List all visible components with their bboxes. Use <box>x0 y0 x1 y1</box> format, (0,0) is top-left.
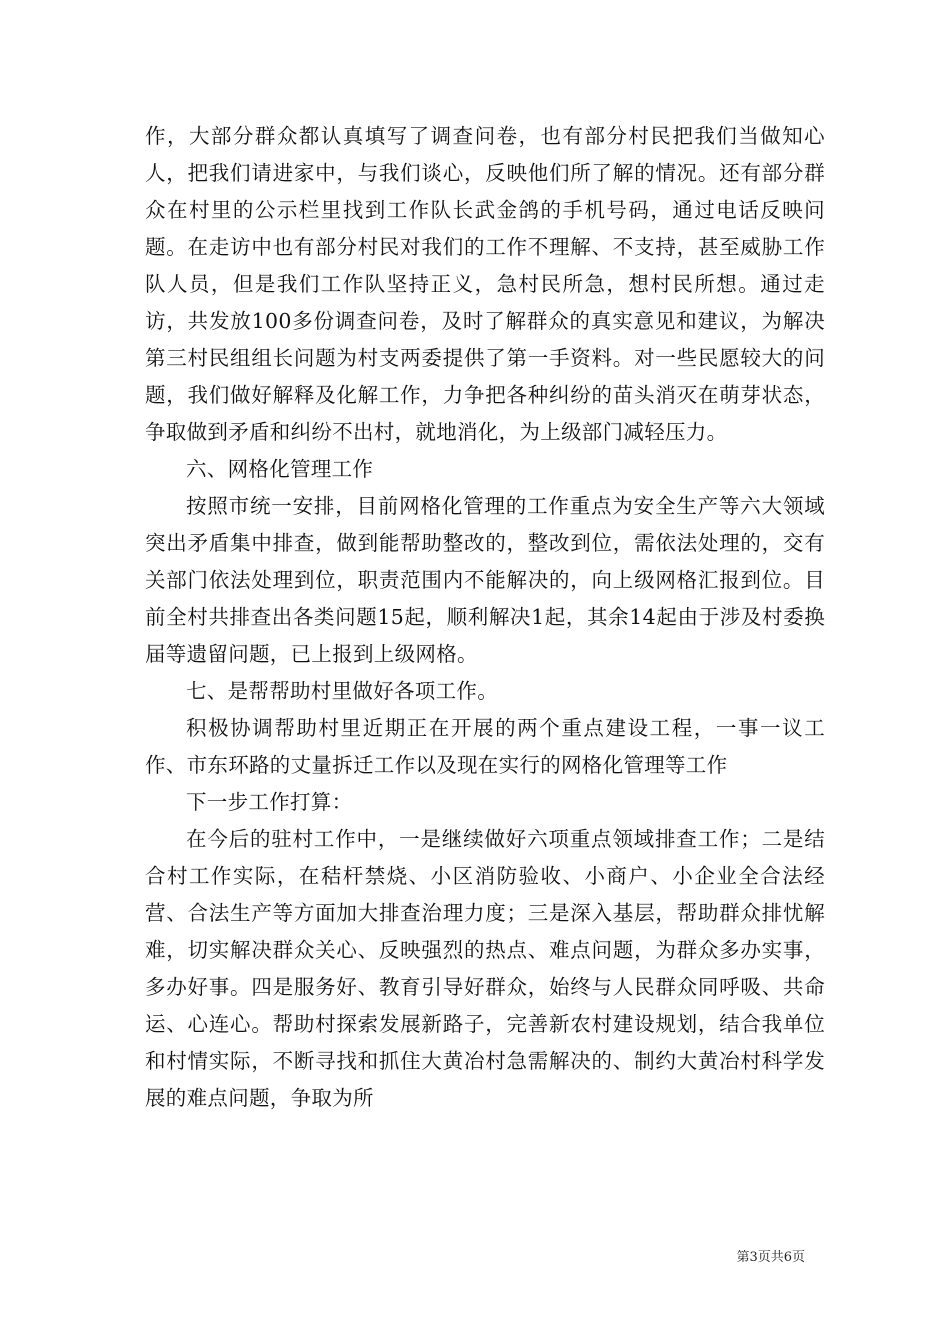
document-body <box>145 118 825 1117</box>
paragraph-next-steps: 在今后的驻村工作中，一是继续做好六项重点领域排查工作；二是结合村工作实际，在秸杆禁烧、小区消防验收、小商户、小企业全合法经营、合法生产等方面加大排查治理力度；三是深入基层，帮助群众排忧解难，切实解决群众关心、反映强烈的热点、难点问题，为群众多办实事，多办好事。四是服务好、教育引导好群众，始终与人民群众同呼吸、共命运、心连心。帮助村探索发展新路子，完善新农村建设规划，结合我单位和村情实际，不断寻找和抓住大黄冶村急需解决的、制约大黄冶村科学发展的难点问题，争取为所 <box>145 827 825 1110</box>
heading-next-steps: 下一步工作打算： <box>186 790 353 814</box>
paragraph-grid-management: 按照市统一安排，目前网格化管理的工作重点为安全生产等六大领域突出矛盾集中排查，做到能帮助整改的，整改到位，需依法处理的，交有关部门依法处理到位，职责范围内不能解决的，向上级网格汇报到位。目前全村共排查出各类问题15起，顺利解决1起，其余14起由于涉及村委换届等遗留问题，已上报到上级网格。 <box>145 494 825 666</box>
heading-grid-management: 六、网格化管理工作 <box>186 457 374 481</box>
paragraph-help-village: 积极协调帮助村里近期正在开展的两个重点建设工程，一事一议工作、市东环路的丈量拆迁工作以及现在实行的网格化管理等工作 <box>145 716 825 777</box>
page-number: 第3页共6页 <box>736 1250 805 1265</box>
paragraph-survey-visits: 作，大部分群众都认真填写了调查问卷，也有部分村民把我们当做知心人，把我们请进家中，与我们谈心，反映他们所了解的情况。还有部分群众在村里的公示栏里找到工作队长武金鸽的手机号码，通过电话反映问题。在走访中也有部分村民对我们的工作不理解、不支持，甚至威胁工作队人员，但是我们工作队坚持正义，急村民所急，想村民所想。通过走访，共发放100多份调查问卷，及时了解群众的真实意见和建议，为解决第三村民组组长问题为村支两委提供了第一手资料。对一些民愿较大的问题，我们做好解释及化解工作，力争把各种纠纷的苗头消灭在萌芽状态，争取做到矛盾和纠纷不出村，就地消化，为上级部门减轻压力。 <box>145 124 825 444</box>
heading-help-village: 七、是帮帮助村里做好各项工作。 <box>186 679 498 703</box>
